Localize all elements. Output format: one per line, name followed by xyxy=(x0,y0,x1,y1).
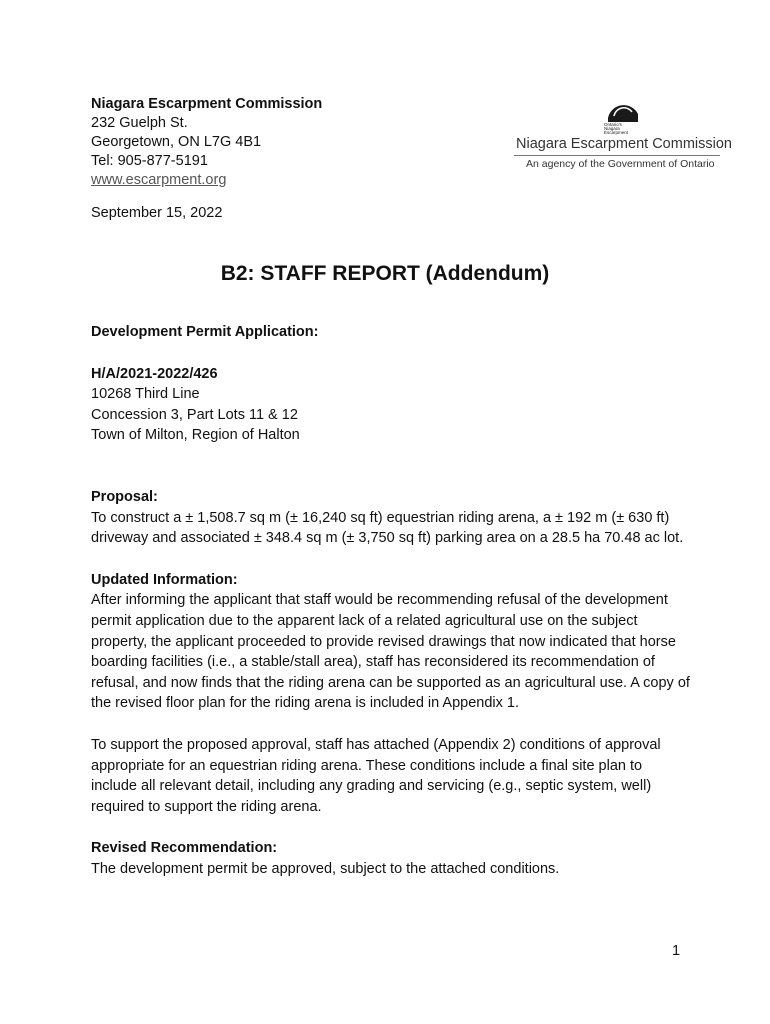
application-heading: Development Permit Application: xyxy=(91,324,319,340)
proposal-heading: Proposal: xyxy=(91,488,158,505)
logo-divider xyxy=(514,155,720,156)
street-address: 232 Guelph St. xyxy=(91,115,188,131)
recommendation-heading: Revised Recommendation: xyxy=(91,840,278,857)
report-title: B2: STAFF REPORT (Addendum) xyxy=(220,262,550,285)
svg-text:Niagara: Niagara xyxy=(604,126,620,131)
updated-info-paragraph-1: After informing the applicant that staff would be recommending refusal of the development permit application due to the apparent lack of a related agricultural use on the subject property, the applicant proceeded to provide revised drawings that now indicated that horse boarding facilities (i.e., a stable/stall area), staff has reconsidered its recommendation of refusal, and now finds that the riding arena can be supported as an agricultural use. A copy of the revised floor plan for the riding arena is included in Appendix 1. xyxy=(91,592,690,712)
letterhead-address xyxy=(91,95,322,190)
proposal-text: To construct a ± 1,508.7 sq m (± 16,240 sq ft) equestrian riding arena, a ± 192 m (± 630 ft) driveway and associated ± 348.4 sq m (± 3,750 sq ft) parking area on a 28.5 ha 70.48 ac lot. xyxy=(91,509,684,547)
file-number: H/A/2021-2022/426 xyxy=(91,365,218,382)
site-address-line1: 10268 Third Line xyxy=(91,386,200,403)
report-body xyxy=(91,322,691,879)
logo-tagline: An agency of the Government of Ontario xyxy=(526,158,715,170)
page-number: 1 xyxy=(672,943,681,959)
telephone: Tel: 905-877-5191 xyxy=(91,153,208,169)
updated-info-paragraph-2: To support the proposed approval, staff has attached (Appendix 2) conditions of approval appropriate for an equestrian riding arena. These conditions include a final site plan to include all relevant detail, including any grading and servicing (e.g., septic system, well) required to support the riding arena. xyxy=(91,736,661,815)
website-link[interactable]: www.escarpment.org xyxy=(91,172,227,188)
recommendation-text: The development permit be approved, subject to the attached conditions. xyxy=(91,860,560,877)
city-address: Georgetown, ON L7G 4B1 xyxy=(91,134,262,150)
site-address-line2: Concession 3, Part Lots 11 & 12 xyxy=(91,406,298,423)
org-name: Niagara Escarpment Commission xyxy=(91,96,323,112)
updated-info-heading: Updated Information: xyxy=(91,571,238,588)
escarpment-logo-icon xyxy=(594,96,640,136)
report-date: September 15, 2022 xyxy=(91,205,223,221)
svg-text:Ontario's: Ontario's xyxy=(604,122,622,127)
logo-name: Niagara Escarpment Commission xyxy=(516,136,732,152)
site-address-line3: Town of Milton, Region of Halton xyxy=(91,427,300,444)
nec-logo xyxy=(508,96,732,176)
svg-text:Escarpment: Escarpment xyxy=(604,130,629,135)
